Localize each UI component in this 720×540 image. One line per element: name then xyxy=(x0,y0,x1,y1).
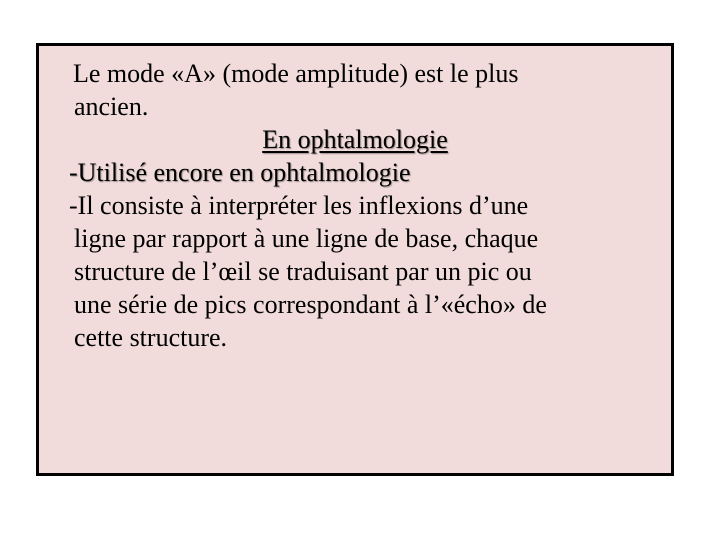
text-content xyxy=(69,57,669,354)
section-heading: En ophtalmologie xyxy=(262,125,448,154)
bullet-principle-line-1: -Il consiste à interpréter les inflexions d’une xyxy=(69,191,529,220)
bullet-usage: -Utilisé encore en ophtalmologie xyxy=(69,158,411,187)
intro-line-1: Le mode «A» (mode amplitude) est le plus xyxy=(73,59,519,88)
bullet-principle-line-3: structure de l’œil se traduisant par un pic ou xyxy=(74,257,532,286)
intro-line-2: ancien. xyxy=(74,92,149,121)
bullet-principle-line-4: une série de pics correspondant à l’«écho» de xyxy=(74,290,547,319)
bullet-principle-line-2: ligne par rapport à une ligne de base, chaque xyxy=(74,224,539,253)
bullet-principle-line-5: cette structure. xyxy=(74,323,228,352)
text-box xyxy=(36,43,674,476)
